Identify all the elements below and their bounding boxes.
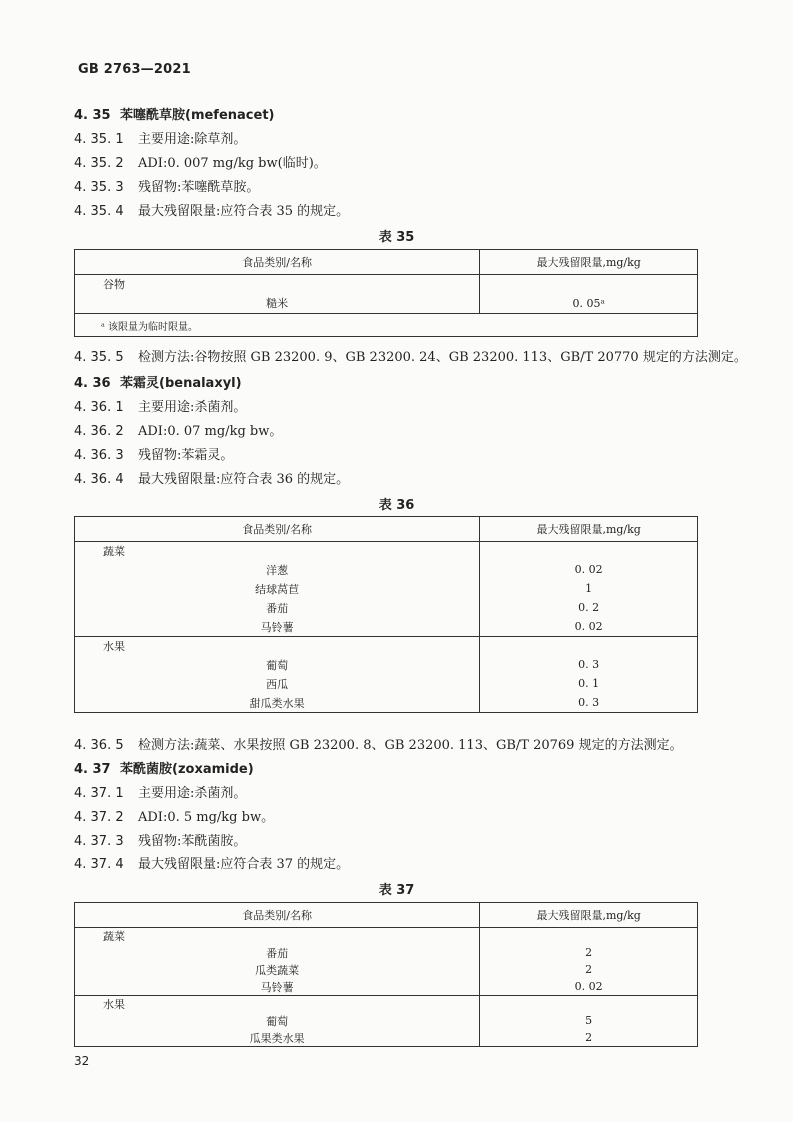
food-name: 甜瓜类水果 xyxy=(75,693,480,713)
clause-4-35-5: 4. 35. 5 检测方法:谷物按照 GB 23200. 9、GB 23200. 24、GB 23200. 113、GB/T 20770 规定的方法测定。 xyxy=(74,350,747,365)
category-label: 蔬菜 xyxy=(75,928,480,945)
table-35-caption: 表 35 xyxy=(378,230,415,245)
food-name: 结球莴苣 xyxy=(75,579,480,598)
table-row xyxy=(75,996,698,1013)
table-row xyxy=(75,617,698,637)
food-name: 西瓜 xyxy=(75,674,480,693)
clause-4-35-4: 4. 35. 4 最大残留限量:应符合表 35 的规定。 xyxy=(74,204,350,219)
clause-4-35-3: 4. 35. 3 残留物:苯噻酰草胺。 xyxy=(74,180,260,195)
section-title: 苯酰菌胺(zoxamide) xyxy=(120,762,254,777)
table-row xyxy=(75,1012,698,1029)
section-4-37-heading xyxy=(74,758,254,777)
table-36-caption: 表 36 xyxy=(378,498,415,513)
mrl-value: 0. 3 xyxy=(480,693,698,713)
clause-4-36-3: 4. 36. 3 残留物:苯霜灵。 xyxy=(74,448,234,463)
table-row xyxy=(75,978,698,996)
food-name: 葡萄 xyxy=(75,655,480,674)
mrl-value: 2 xyxy=(480,944,698,961)
table-note: ᵃ 该限量为临时限量。 xyxy=(75,314,698,337)
clause-4-36-2: 4. 36. 2 ADI:0. 07 mg/kg bw。 xyxy=(74,424,283,439)
table-header-row xyxy=(75,250,698,275)
table-37 xyxy=(74,902,698,1047)
clause-4-36-1: 4. 36. 1 主要用途:杀菌剂。 xyxy=(74,400,247,415)
food-name: 瓜果类水果 xyxy=(75,1029,480,1047)
column-header-food: 食品类别/名称 xyxy=(75,250,480,275)
table-note-row xyxy=(75,314,698,337)
table-row xyxy=(75,293,698,314)
standard-code: GB 2763—2021 xyxy=(78,62,191,77)
clause-4-37-2: 4. 37. 2 ADI:0. 5 mg/kg bw。 xyxy=(74,810,275,825)
table-row xyxy=(75,275,698,294)
mrl-value: 0. 02 xyxy=(480,978,698,996)
table-row xyxy=(75,961,698,978)
table-header-row xyxy=(75,903,698,928)
table-row xyxy=(75,579,698,598)
table-row xyxy=(75,560,698,579)
clause-4-36-5: 4. 36. 5 检测方法:蔬菜、水果按照 GB 23200. 8、GB 23200. 113、GB/T 20769 规定的方法测定。 xyxy=(74,738,683,753)
table-header-row xyxy=(75,517,698,542)
column-header-food: 食品类别/名称 xyxy=(75,903,480,928)
column-header-food: 食品类别/名称 xyxy=(75,517,480,542)
mrl-value: 0. 3 xyxy=(480,655,698,674)
section-number: 4. 36 xyxy=(74,376,111,391)
food-name: 瓜类蔬菜 xyxy=(75,961,480,978)
mrl-value: 2 xyxy=(480,1029,698,1047)
clause-4-35-2: 4. 35. 2 ADI:0. 007 mg/kg bw(临时)。 xyxy=(74,156,327,171)
mrl-value: 1 xyxy=(480,579,698,598)
clause-4-36-4: 4. 36. 4 最大残留限量:应符合表 36 的规定。 xyxy=(74,472,350,487)
table-row xyxy=(75,674,698,693)
section-4-36-heading xyxy=(74,372,242,391)
mrl-value: 0. 1 xyxy=(480,674,698,693)
table-row xyxy=(75,944,698,961)
section-title: 苯噻酰草胺(mefenacet) xyxy=(120,108,275,123)
mrl-value: 0. 02 xyxy=(480,560,698,579)
clause-4-37-3: 4. 37. 3 残留物:苯酰菌胺。 xyxy=(74,834,247,849)
table-row xyxy=(75,655,698,674)
section-number: 4. 35 xyxy=(74,108,111,123)
page-number: 32 xyxy=(74,1054,90,1068)
category-label: 水果 xyxy=(75,996,480,1013)
food-name: 葡萄 xyxy=(75,1012,480,1029)
category-label: 谷物 xyxy=(75,275,480,294)
table-row xyxy=(75,693,698,713)
table-36 xyxy=(74,516,698,713)
food-name: 糙米 xyxy=(75,293,480,314)
category-label: 水果 xyxy=(75,637,480,656)
food-name: 番茄 xyxy=(75,944,480,961)
column-header-mrl: 最大残留限量,mg/kg xyxy=(480,903,698,928)
table-row xyxy=(75,542,698,561)
food-name: 洋葱 xyxy=(75,560,480,579)
clause-4-37-4: 4. 37. 4 最大残留限量:应符合表 37 的规定。 xyxy=(74,857,350,872)
table-row xyxy=(75,928,698,945)
mrl-value: 0. 2 xyxy=(480,598,698,617)
column-header-mrl: 最大残留限量,mg/kg xyxy=(480,250,698,275)
mrl-value: 2 xyxy=(480,961,698,978)
table-35 xyxy=(74,249,698,337)
mrl-value: 0. 05ᵃ xyxy=(480,293,698,314)
clause-4-37-1: 4. 37. 1 主要用途:杀菌剂。 xyxy=(74,786,247,801)
mrl-value: 5 xyxy=(480,1012,698,1029)
mrl-value: 0. 02 xyxy=(480,617,698,637)
food-name: 番茄 xyxy=(75,598,480,617)
clause-4-35-1: 4. 35. 1 主要用途:除草剂。 xyxy=(74,132,247,147)
section-title: 苯霜灵(benalaxyl) xyxy=(120,376,242,391)
table-37-caption: 表 37 xyxy=(378,883,415,898)
column-header-mrl: 最大残留限量,mg/kg xyxy=(480,517,698,542)
section-number: 4. 37 xyxy=(74,762,111,777)
table-row xyxy=(75,1029,698,1047)
table-row xyxy=(75,637,698,656)
food-name: 马铃薯 xyxy=(75,978,480,996)
category-label: 蔬菜 xyxy=(75,542,480,561)
section-4-35-heading xyxy=(74,104,274,123)
food-name: 马铃薯 xyxy=(75,617,480,637)
table-row xyxy=(75,598,698,617)
